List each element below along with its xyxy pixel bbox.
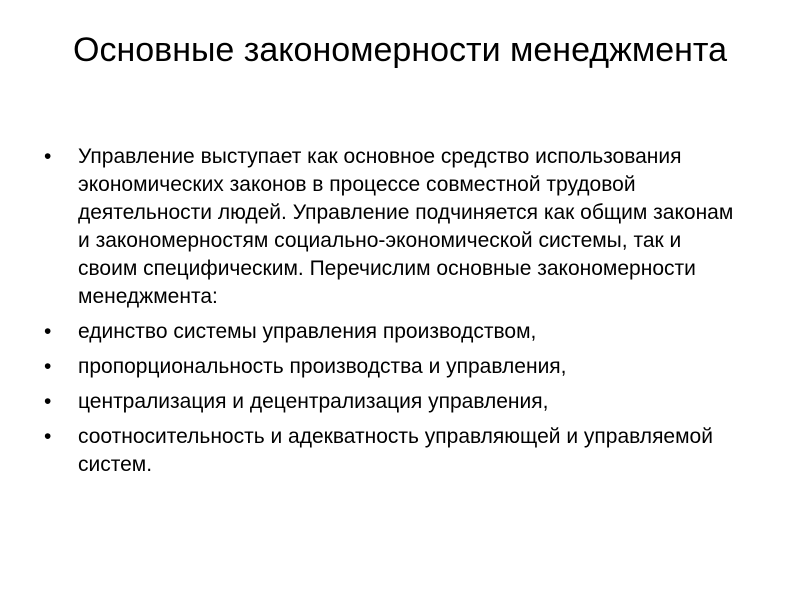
bullet-text: централизация и децентрализация управления, [78, 390, 549, 413]
bullet-marker: • [44, 355, 52, 378]
bullet-item [40, 318, 740, 346]
bullet-item [40, 388, 740, 416]
slide-title: Основные закономерности менеджмента [73, 31, 727, 69]
bullet-item [40, 143, 740, 311]
bullet-marker: • [44, 390, 52, 413]
bullet-marker: • [44, 425, 52, 448]
bullet-text: соотносительность и адекватность управляющей и управляемой систем. [78, 425, 713, 476]
bullet-item [40, 353, 740, 381]
bullet-item [40, 423, 740, 479]
bullet-text: пропорциональность производства и управления, [78, 355, 567, 378]
bullet-text: Управление выступает как основное средство использования экономических законов в процессе совместной трудовой деятельности людей. Управление подчиняется как общим законам и закономерностям социально-экономической системы, так и своим специфическим. Перечислим основные закономерности менеджмента: [78, 145, 734, 308]
bullet-marker: • [44, 145, 52, 168]
bullet-text: единство системы управления производством, [78, 320, 537, 343]
bullet-list [40, 143, 740, 486]
bullet-marker: • [44, 320, 52, 343]
